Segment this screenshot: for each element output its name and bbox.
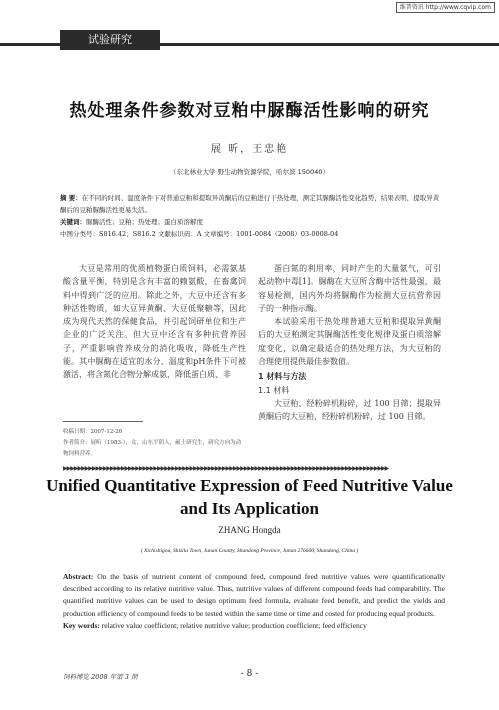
chinese-title: 热处理条件参数对豆粕中脲酶活性影响的研究 xyxy=(69,101,430,121)
right-paragraph-2: 本试验采用干热处理普通大豆粕和提取异黄酮后的大豆粕测定其脲酶活性变化规律及蛋白质溶解度变化，以确定最适合的热处理方法，为大豆粕的合理使用提供最佳参数值。 xyxy=(258,317,441,367)
english-abstract xyxy=(63,571,445,620)
author-info: 作者简介：展昕（1983-），女，山东平阴人，硕士研究生，研究方向为动物饲料营养。 xyxy=(63,440,242,457)
english-title xyxy=(0,474,499,520)
body-right-column xyxy=(258,262,441,424)
abstract-text: 在不同的时间、温度条件下对普通豆粕和提取异黄酮后的豆粕进行干热处理，测定其脲酶活性变化趋势，结果表明，提取异黄酮后的豆粕脲酶活性更易失活。 xyxy=(60,194,440,214)
journal-footer: 饲料博览 2008 年第 3 期 xyxy=(63,673,138,681)
english-keywords-label: Key words: xyxy=(63,620,100,630)
footnote xyxy=(63,427,246,460)
english-affiliation: ( Xichishigou, Shizilu Town, Junan County, Shandong Province, Junan 276600, Shandong, China ) xyxy=(140,548,359,554)
abstract-label: 摘 要： xyxy=(60,194,82,202)
english-title-line-2: and Its Application xyxy=(180,499,319,518)
english-title-line-1: Unified Quantitative Expression of Feed Nutritive Value xyxy=(46,476,453,495)
page-number: - 8 - xyxy=(240,669,259,679)
keywords-text: 脲酶活性；豆粕；热处理；蛋白质溶解度 xyxy=(86,218,203,226)
intro-paragraph: 大豆是常用的优质植物蛋白质饲料，必需氨基酸含量平衡，特别是含有丰富的赖氨酸，在畜禽饲料中得到广泛的应用。除此之外，大豆中还含有多种活性物质，如大豆异黄酮、大豆低聚糖等，因此成为现代天然的保健食品，并引起饲研单位和生产企业的广泛关注。但大豆中还含有多种抗营养因子，严重影响营养成分的消化吸收，降低生产性能。其中脲酶在适宜的水分、温度和pH条件下可被激活，将含氮化合物分解成氨，降低蛋白质、非 xyxy=(63,264,246,380)
english-keywords-text: relative value coefficient; relative nutritive value; production coefficient; feed efficiency xyxy=(99,620,367,630)
body-left-column xyxy=(63,262,246,382)
english-keywords xyxy=(63,620,445,632)
heading-materials-methods: 1 材料与方法 xyxy=(258,372,307,382)
classification-line: 中图分类号：S816.42；S816.2 文献标识码：A 文章编号：1001-0084（2008）03-0008-04 xyxy=(60,230,339,238)
footnote-rule xyxy=(63,421,143,422)
chinese-abstract xyxy=(60,192,445,216)
right-paragraph-3: 大豆粕、经粉碎机粉碎，过 100 目筛；提取异黄酮后的大豆粕，经粉碎机粉碎，过 100 目筛。 xyxy=(258,398,441,422)
section-tab: 试验研究 xyxy=(60,30,160,50)
chinese-affiliation: （东北林业大学 野生动物资源学院，哈尔滨 150040） xyxy=(170,168,329,176)
right-paragraph-1: 蛋白氮的利用率，同时产生的大量氨气，可引起动物中毒[1]。脲酶在大豆所含酶中活性最强，最容易检测，国内外均将脲酶作为检测大豆抗营养因子的一种指示酶。 xyxy=(258,264,441,313)
chinese-keywords xyxy=(60,216,445,228)
chinese-abstract-block xyxy=(60,192,445,240)
source-watermark: 维普资讯 http://www.cqvip.com xyxy=(396,2,495,13)
chinese-authors: 展 昕，王忠艳 xyxy=(210,144,289,155)
english-abstract-block xyxy=(63,571,445,632)
heading-materials: 1.1 材料 xyxy=(258,385,290,395)
keywords-label: 关键词： xyxy=(60,218,86,226)
english-author: ZHANG Hongda xyxy=(218,525,281,535)
english-abstract-label: Abstract: xyxy=(63,572,94,581)
arrow-separator: ▶▶▶▶▶▶▶▶▶▶▶▶▶▶▶▶▶▶▶▶▶▶▶▶▶▶▶▶▶▶▶▶▶▶▶▶▶▶▶▶▶▶▶▶▶▶▶▶▶▶▶▶▶▶▶▶▶▶▶▶▶▶▶▶▶▶▶▶▶▶▶▶▶▶▶▶▶▶▶▶▶▶▶▶▶▶▶▶▶▶ xyxy=(63,465,389,472)
received-date: 收稿日期：2007-12-26 xyxy=(63,429,123,435)
english-abstract-text: On the basis of nutrient content of compound feed, compound feed nutritive values were quantificationally described according to its relative nutritive value. Thus, nutritive values of different compound feeds had comparability. The quantified nutritive values can be used to design optimum feed formula, evaluate feed benefit, and predict the yields and production efficiency of compound feeds to be tested within the same time or time and costed for producing equal products. xyxy=(63,572,445,618)
